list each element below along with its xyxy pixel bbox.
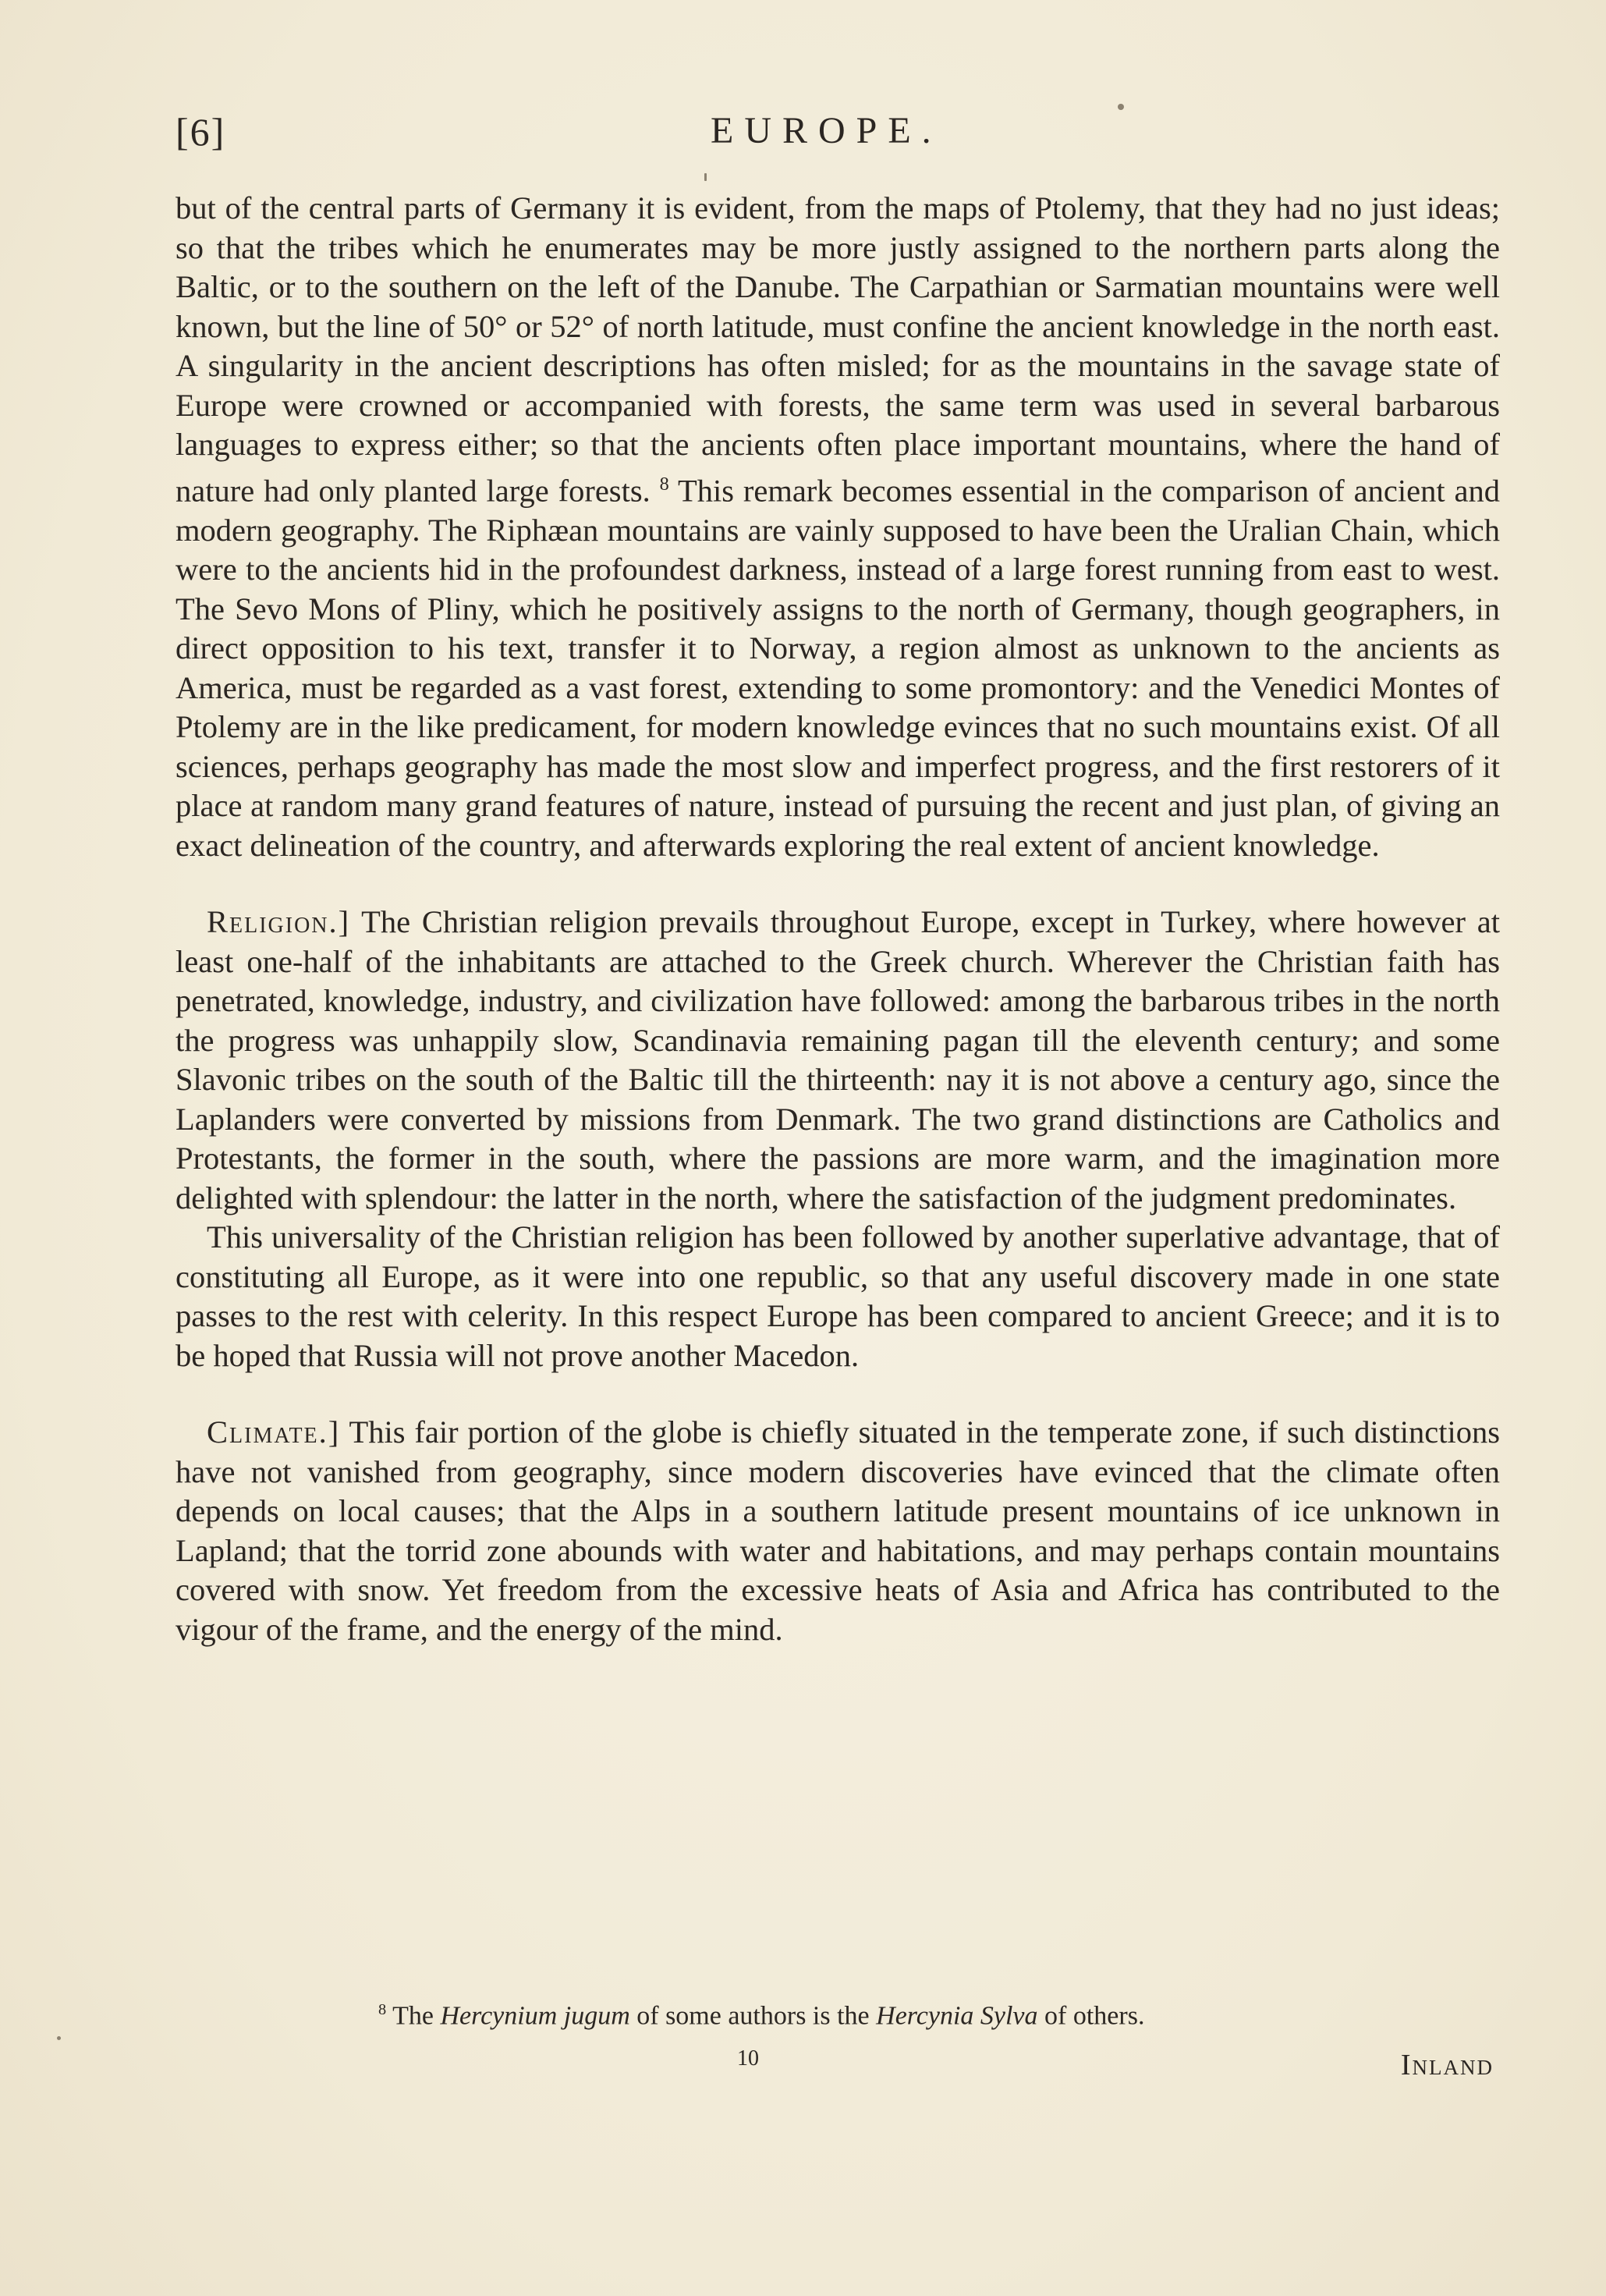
page-number: [6] (175, 110, 226, 154)
paper-speck (57, 2036, 61, 2040)
paragraph-geography-text: but of the central parts of Germany it is evident, from the maps of Ptolemy, that they had no just ideas; so that the tribes which he enumerates may be more justly assigned to the northern parts along the Baltic, or to the southern on the left of the Danube. The Carpathian or Sarmatian mountains were well known, but the line of 50° or 52° of north latitude, must confine the ancient knowledge in the north east. A singularity in the ancient descriptions has often misled; for as the mountains in the savage state of Europe were crowned or accompanied with forests, the same term was used in several barbarous languages to express either; so that the ancients often place important mountains, where the hand of nature had only planted large forests. (175, 190, 1500, 508)
page-footer (175, 2001, 1500, 2095)
catchword: Inland (1400, 2049, 1494, 2081)
page-header (175, 109, 1501, 164)
footnote-italic-hercynia: Hercynia Sylva (876, 2001, 1038, 2031)
footnote (378, 2001, 1144, 2031)
paragraph-geography-continuation: This remark becomes essential in the comparison of ancient and modern geography. The Riphæan mountains are vainly supposed to have been the Uralian Chain, which were to the ancients hid in the profoundest darkness, instead of a large forest running from east to west. The Sevo Mons of Pliny, which he positively assigns to the north of Germany, though geographers, in direct opposition to his text, transfer it to Norway, a region almost as unknown to the ancients as America, must be regarded as a vast forest, extending to some promontory: and the Venedici Montes of Ptolemy are in the like predicament, for modern knowledge evinces that no such mountains exist. Of all sciences, perhaps geography has made the most slow and imperfect progress, and the first restorers of it place at random many grand features of nature, instead of pursuing the recent and just plan, of giving an exact delineation of the country, and afterwards exploring the real extent of ancient knowledge. (175, 473, 1500, 863)
footnote-text-before: The (386, 2001, 441, 2031)
footnote-marker: 8 (378, 2001, 387, 2018)
main-text (175, 189, 1500, 1649)
running-title: EUROPE. (711, 110, 942, 151)
signature-mark: 10 (737, 2046, 759, 2071)
paper-speck (1118, 104, 1124, 110)
religion-heading: Religion.] (207, 904, 351, 939)
section-gap (175, 865, 1500, 903)
religion-text-2: This universality of the Christian religion has been followed by another superlative advantage, that of constituting all Europe, as it were into one republic, so that any useful discovery made in one state passes to the rest with celerity. In this respect Europe has been compared to ancient Greece; and it is to be hoped that Russia will not prove another Macedon. (175, 1219, 1500, 1373)
paper-speck (704, 173, 707, 181)
section-gap (175, 1375, 1500, 1413)
footnote-reference: 8 (659, 473, 669, 495)
paragraph-geography (175, 189, 1500, 865)
climate-heading: Climate.] (207, 1414, 341, 1450)
paragraph-climate (175, 1413, 1500, 1649)
paragraph-religion (175, 903, 1500, 1218)
footnote-text-after: of others. (1037, 2001, 1145, 2031)
religion-text: The Christian religion prevails throughout Europe, except in Turkey, where however at least one-half of the inhabitants are attached to the Greek church. Wherever the Christian faith has penetrated, knowledge, industry, and civilization have followed: among the barbarous tribes in the north the progress was unhappily slow, Scandinavia remaining pagan till the eleventh century; and some Slavonic tribes on the south of the Baltic till the thirteenth: nay it is not above a century ago, since the Laplanders were converted by missions from Denmark. The two grand distinctions are Catholics and Protestants, the former in the south, where the passions are more warm, and the imagination more delighted with splendour: the latter in the north, where the satisfaction of the judgment predominates. (175, 904, 1500, 1215)
footnote-text-middle: of some authors is the (629, 2001, 877, 2031)
paragraph-religion-2 (175, 1218, 1500, 1375)
footnote-italic-hercynium: Hercynium jugum (440, 2001, 630, 2031)
climate-text: This fair portion of the globe is chiefly situated in the temperate zone, if such distinctions have not vanished from geography, since modern discoveries have evinced that the climate often depends on local causes; that the Alps in a southern latitude present mountains of ice unknown in Lapland; that the torrid zone abounds with water and habitations, and may perhaps contain mountains covered with snow. Yet freedom from the excessive heats of Asia and Africa has contributed to the vigour of the frame, and the energy of the mind. (175, 1414, 1500, 1647)
